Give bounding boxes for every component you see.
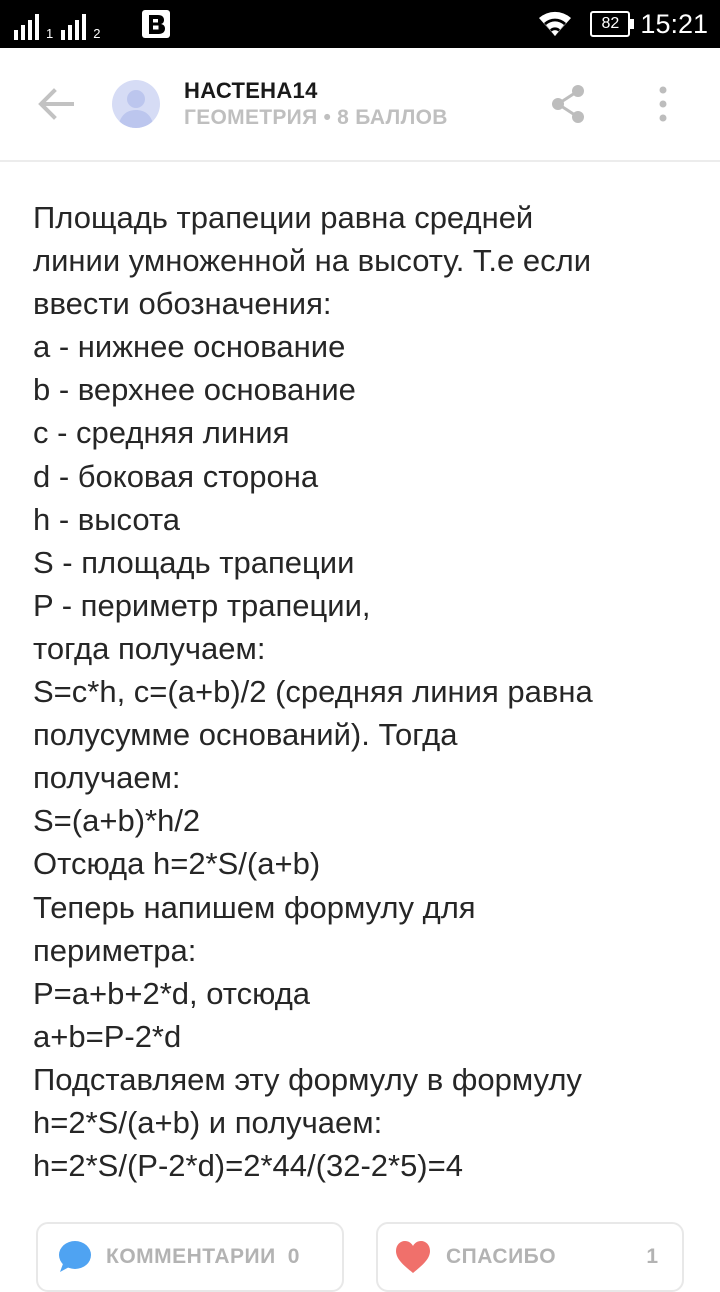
comment-icon (56, 1239, 92, 1275)
comments-count: 0 (287, 1245, 300, 1268)
thanks-count: 1 (646, 1245, 658, 1268)
answer-line: Отсюда h=2*S/(a+b) (33, 846, 321, 882)
signal-group (14, 8, 108, 40)
back-arrow-icon (34, 82, 78, 126)
answer-text (33, 196, 693, 1187)
answer-line: h=2*S/(a+b) и получаем: (33, 1104, 383, 1140)
wifi-icon (538, 10, 572, 38)
sim1-label: 1 (46, 26, 54, 41)
share-button[interactable] (546, 82, 590, 126)
signal-icon (14, 14, 42, 40)
meta-separator: • (323, 106, 332, 129)
answer-line: тогда получаем: (33, 630, 266, 666)
answer-line: h - высота (33, 501, 181, 537)
status-bar (0, 0, 720, 48)
answer-line: S=(a+b)*h/2 (33, 803, 201, 839)
comments-label: КОММЕНТАРИИ (106, 1245, 276, 1268)
comments-button[interactable] (36, 1222, 344, 1292)
status-right (538, 8, 708, 40)
avatar[interactable] (112, 80, 160, 128)
clock: 15:21 (640, 8, 708, 39)
back-button[interactable] (34, 82, 78, 126)
answer-line: полусумме оснований). Тогда (33, 717, 458, 753)
app-logo-icon (142, 10, 170, 38)
answer-line: P - периметр трапеции, (33, 587, 371, 623)
answer-line: периметра: (33, 932, 197, 968)
answer-line: ввести обозначения: (33, 286, 332, 322)
answer-line: Площадь трапеции равна средней (33, 200, 534, 235)
answer-line: c - средняя линия (33, 415, 290, 451)
avatar-icon (112, 80, 160, 128)
answer-line: h=2*S/(P-2*d)=2*44/(32-2*5)=4 (33, 1148, 463, 1184)
answer-line: Теперь напишем формулу для (33, 889, 476, 925)
answer-line: линии умноженной на высоту. Т.е если (33, 243, 592, 279)
answer-line: a - нижнее основание (33, 329, 346, 365)
thanks-button[interactable] (376, 1222, 684, 1292)
answer-line: b - верхнее основание (33, 372, 356, 408)
answer-line: Подставляем эту формулу в формулу (33, 1061, 582, 1097)
battery-icon: 82 (590, 11, 630, 37)
subject-label: ГЕОМЕТРИЯ (184, 106, 318, 129)
answer-line: S=c*h, c=(a+b)/2 (средняя линия равна (33, 674, 593, 710)
signal-icon (61, 14, 89, 40)
heart-icon (394, 1239, 432, 1275)
answer-line: a+b=P-2*d (33, 1018, 182, 1054)
thanks-label: СПАСИБО (446, 1245, 557, 1268)
answer-line: получаем: (33, 760, 181, 796)
author-name[interactable]: НАСТЕНА14 (184, 78, 318, 103)
answer-line: S - площадь трапеции (33, 544, 355, 580)
answer-line: P=a+b+2*d, отсюда (33, 975, 311, 1011)
question-meta (184, 106, 448, 130)
share-icon (546, 82, 590, 126)
more-button[interactable] (648, 82, 678, 126)
answer-header (0, 48, 720, 162)
sim2-label: 2 (93, 26, 101, 41)
more-vert-icon (648, 82, 678, 126)
answer-line: d - боковая сторона (33, 458, 319, 494)
points-label: 8 БАЛЛОВ (337, 106, 448, 129)
